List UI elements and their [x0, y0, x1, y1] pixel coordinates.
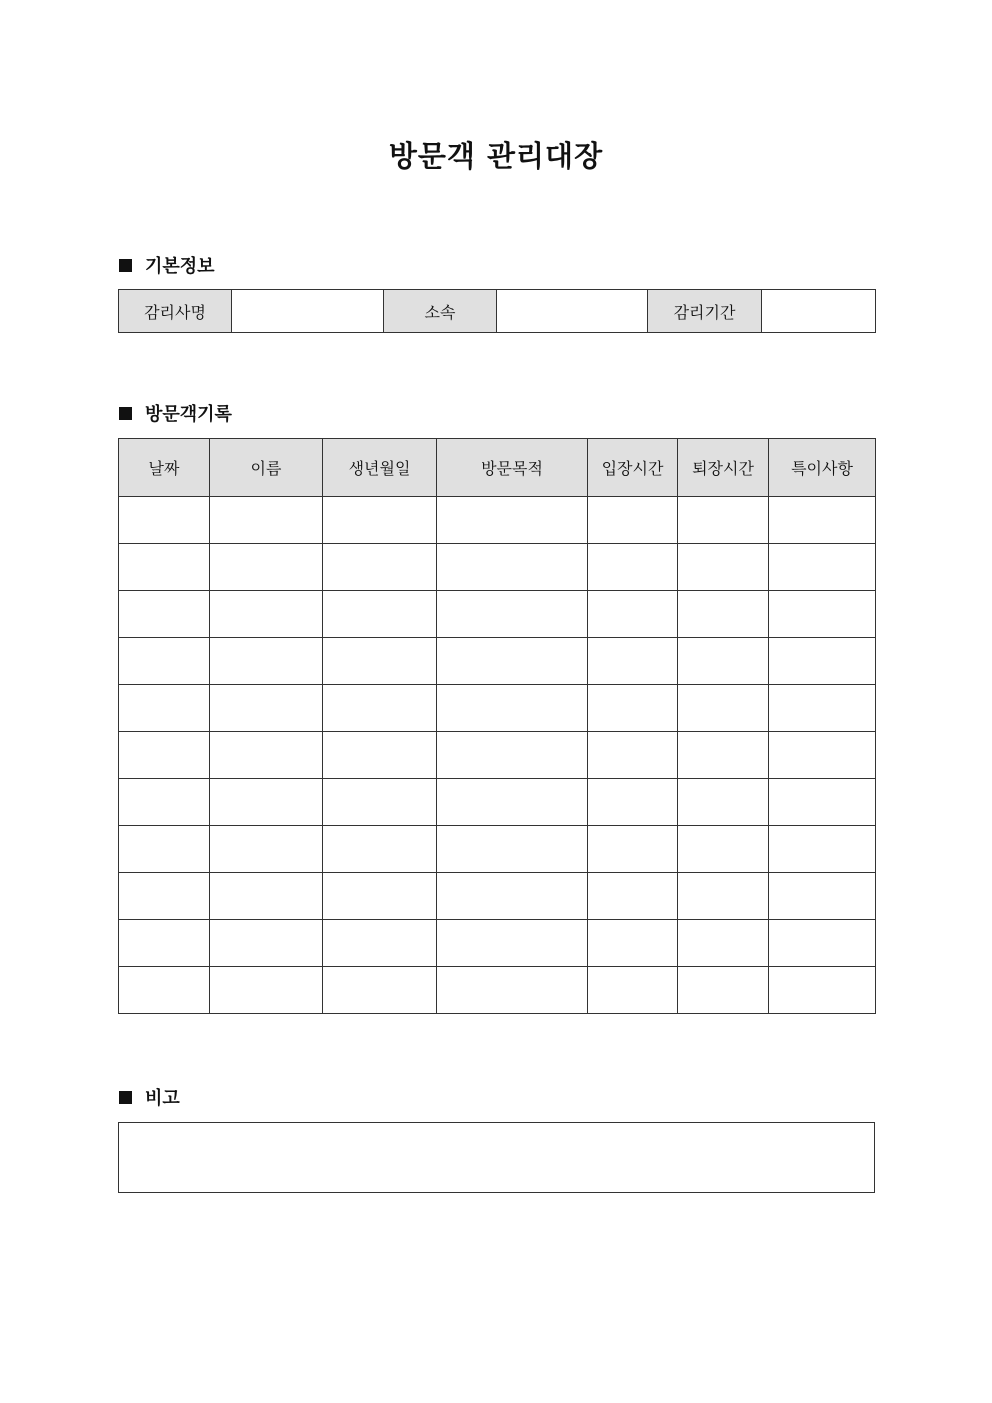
- table-cell[interactable]: [678, 873, 769, 920]
- column-header: 입장시간: [588, 439, 678, 497]
- table-cell[interactable]: [769, 497, 876, 544]
- table-cell[interactable]: [119, 685, 210, 732]
- table-body: [119, 497, 876, 1014]
- table-cell[interactable]: [323, 732, 437, 779]
- table-cell[interactable]: [210, 497, 323, 544]
- table-cell[interactable]: [588, 779, 678, 826]
- table-row: [119, 685, 876, 732]
- table-cell[interactable]: [210, 873, 323, 920]
- square-bullet-icon: [119, 407, 132, 420]
- table-cell[interactable]: [588, 826, 678, 873]
- remarks-field[interactable]: [118, 1122, 875, 1193]
- section-heading-basic-info: [119, 253, 215, 277]
- visitor-records-table: [118, 438, 876, 1014]
- section-heading-label: 기본정보: [145, 256, 215, 277]
- table-cell[interactable]: [588, 967, 678, 1014]
- inspector-name-field[interactable]: [232, 290, 384, 333]
- column-header: 퇴장시간: [678, 439, 769, 497]
- table-cell[interactable]: [119, 591, 210, 638]
- table-cell[interactable]: [210, 685, 323, 732]
- inspector-name-label: 감리사명: [119, 290, 232, 333]
- table-cell[interactable]: [210, 967, 323, 1014]
- table-cell[interactable]: [323, 920, 437, 967]
- table-cell[interactable]: [769, 685, 876, 732]
- table-row: [119, 779, 876, 826]
- table-cell[interactable]: [678, 732, 769, 779]
- table-cell[interactable]: [769, 826, 876, 873]
- table-cell[interactable]: [210, 544, 323, 591]
- table-cell[interactable]: [323, 638, 437, 685]
- table-cell[interactable]: [678, 920, 769, 967]
- table-cell[interactable]: [119, 920, 210, 967]
- table-cell[interactable]: [769, 544, 876, 591]
- section-heading-visitor-records: [119, 401, 232, 425]
- table-header-row: [119, 439, 876, 497]
- square-bullet-icon: [119, 259, 132, 272]
- table-cell[interactable]: [119, 638, 210, 685]
- column-header: 방문목적: [437, 439, 588, 497]
- inspection-period-field[interactable]: [762, 290, 876, 333]
- table-cell[interactable]: [678, 638, 769, 685]
- table-cell[interactable]: [588, 638, 678, 685]
- table-cell[interactable]: [678, 685, 769, 732]
- table-cell[interactable]: [678, 544, 769, 591]
- table-cell[interactable]: [588, 497, 678, 544]
- table-cell[interactable]: [769, 967, 876, 1014]
- table-cell[interactable]: [119, 873, 210, 920]
- section-heading-remarks: [119, 1085, 180, 1109]
- table-cell[interactable]: [119, 779, 210, 826]
- table-cell[interactable]: [210, 591, 323, 638]
- square-bullet-icon: [119, 1091, 132, 1104]
- affiliation-label: 소속: [384, 290, 497, 333]
- table-cell[interactable]: [588, 920, 678, 967]
- table-cell[interactable]: [588, 591, 678, 638]
- table-row: [119, 967, 876, 1014]
- table-cell[interactable]: [323, 685, 437, 732]
- table-cell[interactable]: [678, 826, 769, 873]
- table-row: [119, 544, 876, 591]
- table-cell[interactable]: [437, 967, 588, 1014]
- table-cell[interactable]: [119, 544, 210, 591]
- table-cell[interactable]: [678, 967, 769, 1014]
- table-row: [119, 732, 876, 779]
- table-cell[interactable]: [323, 591, 437, 638]
- affiliation-field[interactable]: [497, 290, 648, 333]
- table-cell[interactable]: [588, 732, 678, 779]
- table-cell[interactable]: [119, 826, 210, 873]
- table-cell[interactable]: [119, 497, 210, 544]
- table-cell[interactable]: [769, 779, 876, 826]
- table-cell[interactable]: [210, 779, 323, 826]
- table-cell[interactable]: [119, 967, 210, 1014]
- table-cell[interactable]: [769, 920, 876, 967]
- section-heading-label: 비고: [145, 1088, 180, 1109]
- page-title: 방문객 관리대장: [388, 139, 604, 173]
- column-header: 생년월일: [323, 439, 437, 497]
- table-cell[interactable]: [769, 591, 876, 638]
- table-cell[interactable]: [323, 826, 437, 873]
- table-cell[interactable]: [769, 638, 876, 685]
- table-cell[interactable]: [437, 591, 588, 638]
- table-cell[interactable]: [210, 638, 323, 685]
- table-cell[interactable]: [678, 779, 769, 826]
- table-cell[interactable]: [678, 591, 769, 638]
- table-row: [119, 920, 876, 967]
- table-row: [119, 873, 876, 920]
- table-cell[interactable]: [437, 779, 588, 826]
- table-cell[interactable]: [588, 873, 678, 920]
- table-cell[interactable]: [769, 873, 876, 920]
- basic-info-table: [118, 289, 876, 333]
- table-row: [119, 826, 876, 873]
- table-cell[interactable]: [437, 685, 588, 732]
- table-row: [119, 497, 876, 544]
- table-cell[interactable]: [769, 732, 876, 779]
- column-header: 특이사항: [769, 439, 876, 497]
- table-cell[interactable]: [323, 873, 437, 920]
- table-cell[interactable]: [210, 920, 323, 967]
- table-row: [119, 591, 876, 638]
- column-header: 날짜: [119, 439, 210, 497]
- table-cell[interactable]: [678, 497, 769, 544]
- table-cell[interactable]: [588, 685, 678, 732]
- table-cell[interactable]: [210, 732, 323, 779]
- inspection-period-label: 감리기간: [648, 290, 762, 333]
- table-cell[interactable]: [323, 779, 437, 826]
- section-heading-label: 방문객기록: [145, 404, 232, 425]
- table-cell[interactable]: [437, 544, 588, 591]
- table-cell[interactable]: [210, 826, 323, 873]
- table-cell[interactable]: [437, 732, 588, 779]
- table-cell[interactable]: [437, 638, 588, 685]
- table-cell[interactable]: [323, 497, 437, 544]
- table-cell[interactable]: [323, 544, 437, 591]
- table-row: [119, 638, 876, 685]
- table-cell[interactable]: [437, 920, 588, 967]
- table-cell[interactable]: [437, 497, 588, 544]
- table-cell[interactable]: [119, 732, 210, 779]
- table-cell[interactable]: [588, 544, 678, 591]
- column-header: 이름: [210, 439, 323, 497]
- table-cell[interactable]: [323, 967, 437, 1014]
- table-cell[interactable]: [437, 826, 588, 873]
- table-cell[interactable]: [437, 873, 588, 920]
